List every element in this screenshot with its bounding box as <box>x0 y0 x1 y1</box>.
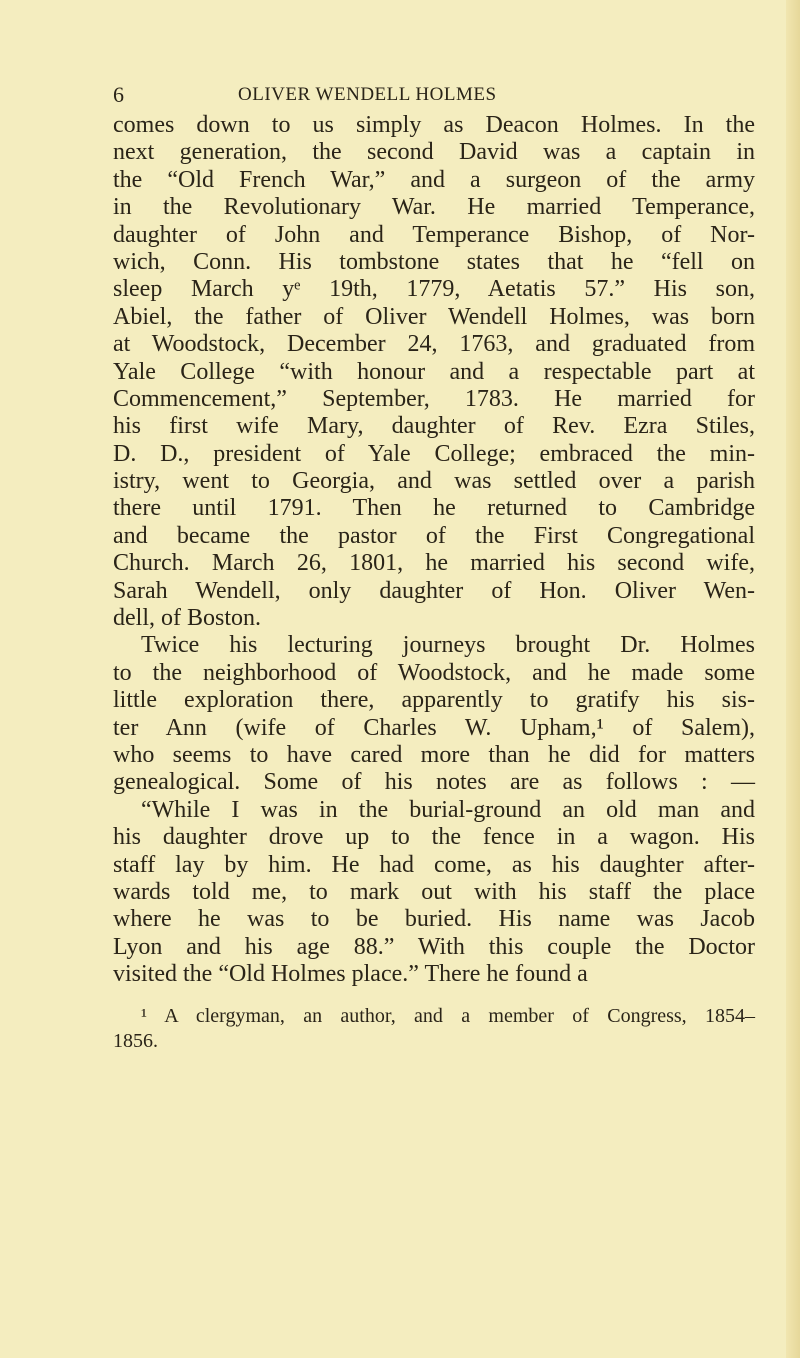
text-line: his first wife Mary, daughter of Rev. Ezra Stiles, <box>113 413 755 440</box>
text-line: daughter of John and Temperance Bishop, of Nor- <box>113 221 755 248</box>
text-line: sleep March yᵉ 19th, 1779, Aetatis 57.” His son, <box>113 276 755 303</box>
text-line: Church. March 26, 1801, he married his second wife, <box>113 550 755 577</box>
text-line: “While I was in the burial-ground an old man and <box>141 796 755 823</box>
footnote <box>113 1004 755 1054</box>
text-line: wards told me, to mark out with his staff the place <box>113 878 755 905</box>
text-line: Abiel, the father of Oliver Wendell Holmes, was born <box>113 303 755 330</box>
text-line: D. D., president of Yale College; embraced the min- <box>113 440 755 467</box>
text-line: and became the pastor of the First Congregational <box>113 522 755 549</box>
running-title: OLIVER WENDELL HOLMES <box>238 84 497 105</box>
body-text <box>113 112 755 989</box>
text-line: who seems to have cared more than he did for matters <box>113 741 755 768</box>
footnote-line: 1856. <box>113 1030 158 1052</box>
text-line: ter Ann (wife of Charles W. Upham,¹ of Salem), <box>113 714 755 741</box>
text-line: little exploration there, apparently to gratify his sis- <box>113 687 755 714</box>
text-line: dell, of Boston. <box>113 605 261 632</box>
page-number: 6 <box>113 82 125 107</box>
text-line: visited the “Old Holmes place.” There he found a <box>113 961 588 988</box>
text-line: to the neighborhood of Woodstock, and he made some <box>113 659 755 686</box>
text-line: genealogical. Some of his notes are as follows : — <box>113 769 755 796</box>
text-line: his daughter drove up to the fence in a wagon. His <box>113 824 755 851</box>
text-line: the “Old French War,” and a surgeon of the army <box>113 166 755 193</box>
text-line: at Woodstock, December 24, 1763, and graduated from <box>113 331 755 358</box>
text-line: in the Revolutionary War. He married Temperance, <box>113 194 755 221</box>
text-line: Sarah Wendell, only daughter of Hon. Oliver Wen- <box>113 577 755 604</box>
text-line: staff lay by him. He had come, as his daughter after- <box>113 851 755 878</box>
text-line: wich, Conn. His tombstone states that he “fell on <box>113 248 755 275</box>
text-line: Twice his lecturing journeys brought Dr. Holmes <box>141 632 755 659</box>
footnote-line: ¹ A clergyman, an author, and a member of Congress, 1854– <box>141 1005 755 1027</box>
text-line: where he was to be buried. His name was Jacob <box>113 906 755 933</box>
text-line: next generation, the second David was a captain in <box>113 139 755 166</box>
text-line: Lyon and his age 88.” With this couple the Doctor <box>113 933 755 960</box>
page-edge-shadow <box>786 0 800 1358</box>
text-line: istry, went to Georgia, and was settled over a parish <box>113 468 755 495</box>
text-line: Commencement,” September, 1783. He married for <box>113 385 755 412</box>
running-header <box>113 82 753 110</box>
text-line: comes down to us simply as Deacon Holmes. In the <box>113 112 755 138</box>
text-line: Yale College “with honour and a respectable part at <box>113 358 755 385</box>
text-line: there until 1791. Then he returned to Cambridge <box>113 495 755 522</box>
